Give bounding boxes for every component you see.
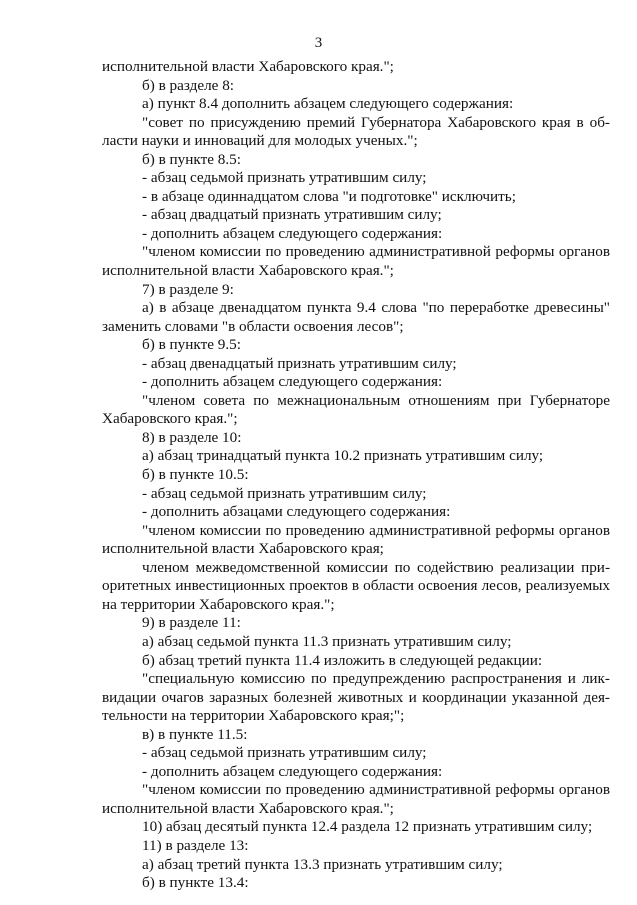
text-line: исполнительной власти Хабаровского края; [102,540,384,558]
text-line: б) абзац третий пункта 11.4 изложить в следующей редакции: [142,651,543,669]
text-line: "членом комиссии по проведению административной реформы органов [142,243,610,261]
text-line: а) пункт 8.4 дополнить абзацем следующего содержания: [142,95,514,113]
text-line: тельности на территории Хабаровского края;"; [102,707,405,725]
text-line: в) в пункте 11.5: [142,725,248,743]
text-line: б) в разделе 8: [142,76,235,94]
text-line: оритетных инвестиционных проектов в области освоения лесов, реализуемых [102,577,610,595]
text-line: - абзац двадцатый признать утратившим силу; [142,206,442,224]
text-line: - дополнить абзацем следующего содержания: [142,373,443,391]
text-line: исполнительной власти Хабаровского края."; [102,262,394,280]
text-line: б) в пункте 10.5: [142,466,249,484]
text-line: б) в пункте 8.5: [142,150,241,168]
text-line: "специальную комиссию по предупреждению распространения и лик- [142,670,610,688]
text-line: "членом комиссии по проведению административной реформы органов [142,521,610,539]
text-line: "членом комиссии по проведению административной реформы органов [142,781,610,799]
text-line: Хабаровского края."; [102,410,238,428]
text-line: 9) в разделе 11: [142,614,241,632]
page-number: 3 [314,35,323,51]
text-line: "членом совета по межнациональным отношениям при Губернаторе [142,391,610,409]
text-line: на территории Хабаровского края."; [102,595,335,613]
text-line: - абзац седьмой признать утратившим силу; [142,744,427,762]
text-line: б) в пункте 9.5: [142,336,241,354]
text-line: - абзац седьмой признать утратившим силу; [142,169,427,187]
text-line: "совет по присуждению премий Губернатора Хабаровского края в об- [142,113,610,131]
text-line: - дополнить абзацем следующего содержания: [142,762,443,780]
text-line: 8) в разделе 10: [142,428,242,446]
text-line: 7) в разделе 9: [142,280,234,298]
text-line: - дополнить абзацами следующего содержания: [142,503,451,521]
text-line: - абзац седьмой признать утратившим силу; [142,484,427,502]
text-line: 11) в разделе 13: [142,836,249,854]
text-line: - в абзаце одиннадцатом слова "и подготовке" исключить; [142,187,516,205]
text-line: - дополнить абзацем следующего содержания: [142,224,443,242]
text-line: а) абзац тринадцатый пункта 10.2 признать утратившим силу; [142,447,544,465]
text-line: а) абзац третий пункта 13.3 признать утратившим силу; [142,855,503,873]
document-body [102,58,610,893]
text-line: исполнительной власти Хабаровского края."; [102,799,394,817]
text-line: б) в пункте 13.4: [142,874,249,892]
text-line: видации очагов заразных болезней животных и координации указанной дея- [102,688,610,706]
text-line: а) в абзаце двенадцатом пункта 9.4 слова "по переработке древесины" [142,299,610,317]
text-line: 10) абзац десятый пункта 12.4 раздела 12 признать утратившим силу; [142,818,593,836]
text-line: исполнительной власти Хабаровского края."; [102,58,394,75]
text-line: а) абзац седьмой пункта 11.3 признать утратившим силу; [142,632,512,650]
text-line: членом межведомственной комиссии по содействию реализации при- [142,558,610,576]
text-line: ласти науки и инноваций для молодых ученых."; [102,132,418,150]
text-line: заменить словами "в области освоения лесов"; [102,317,404,335]
text-line: - абзац двенадцатый признать утратившим силу; [142,354,457,372]
